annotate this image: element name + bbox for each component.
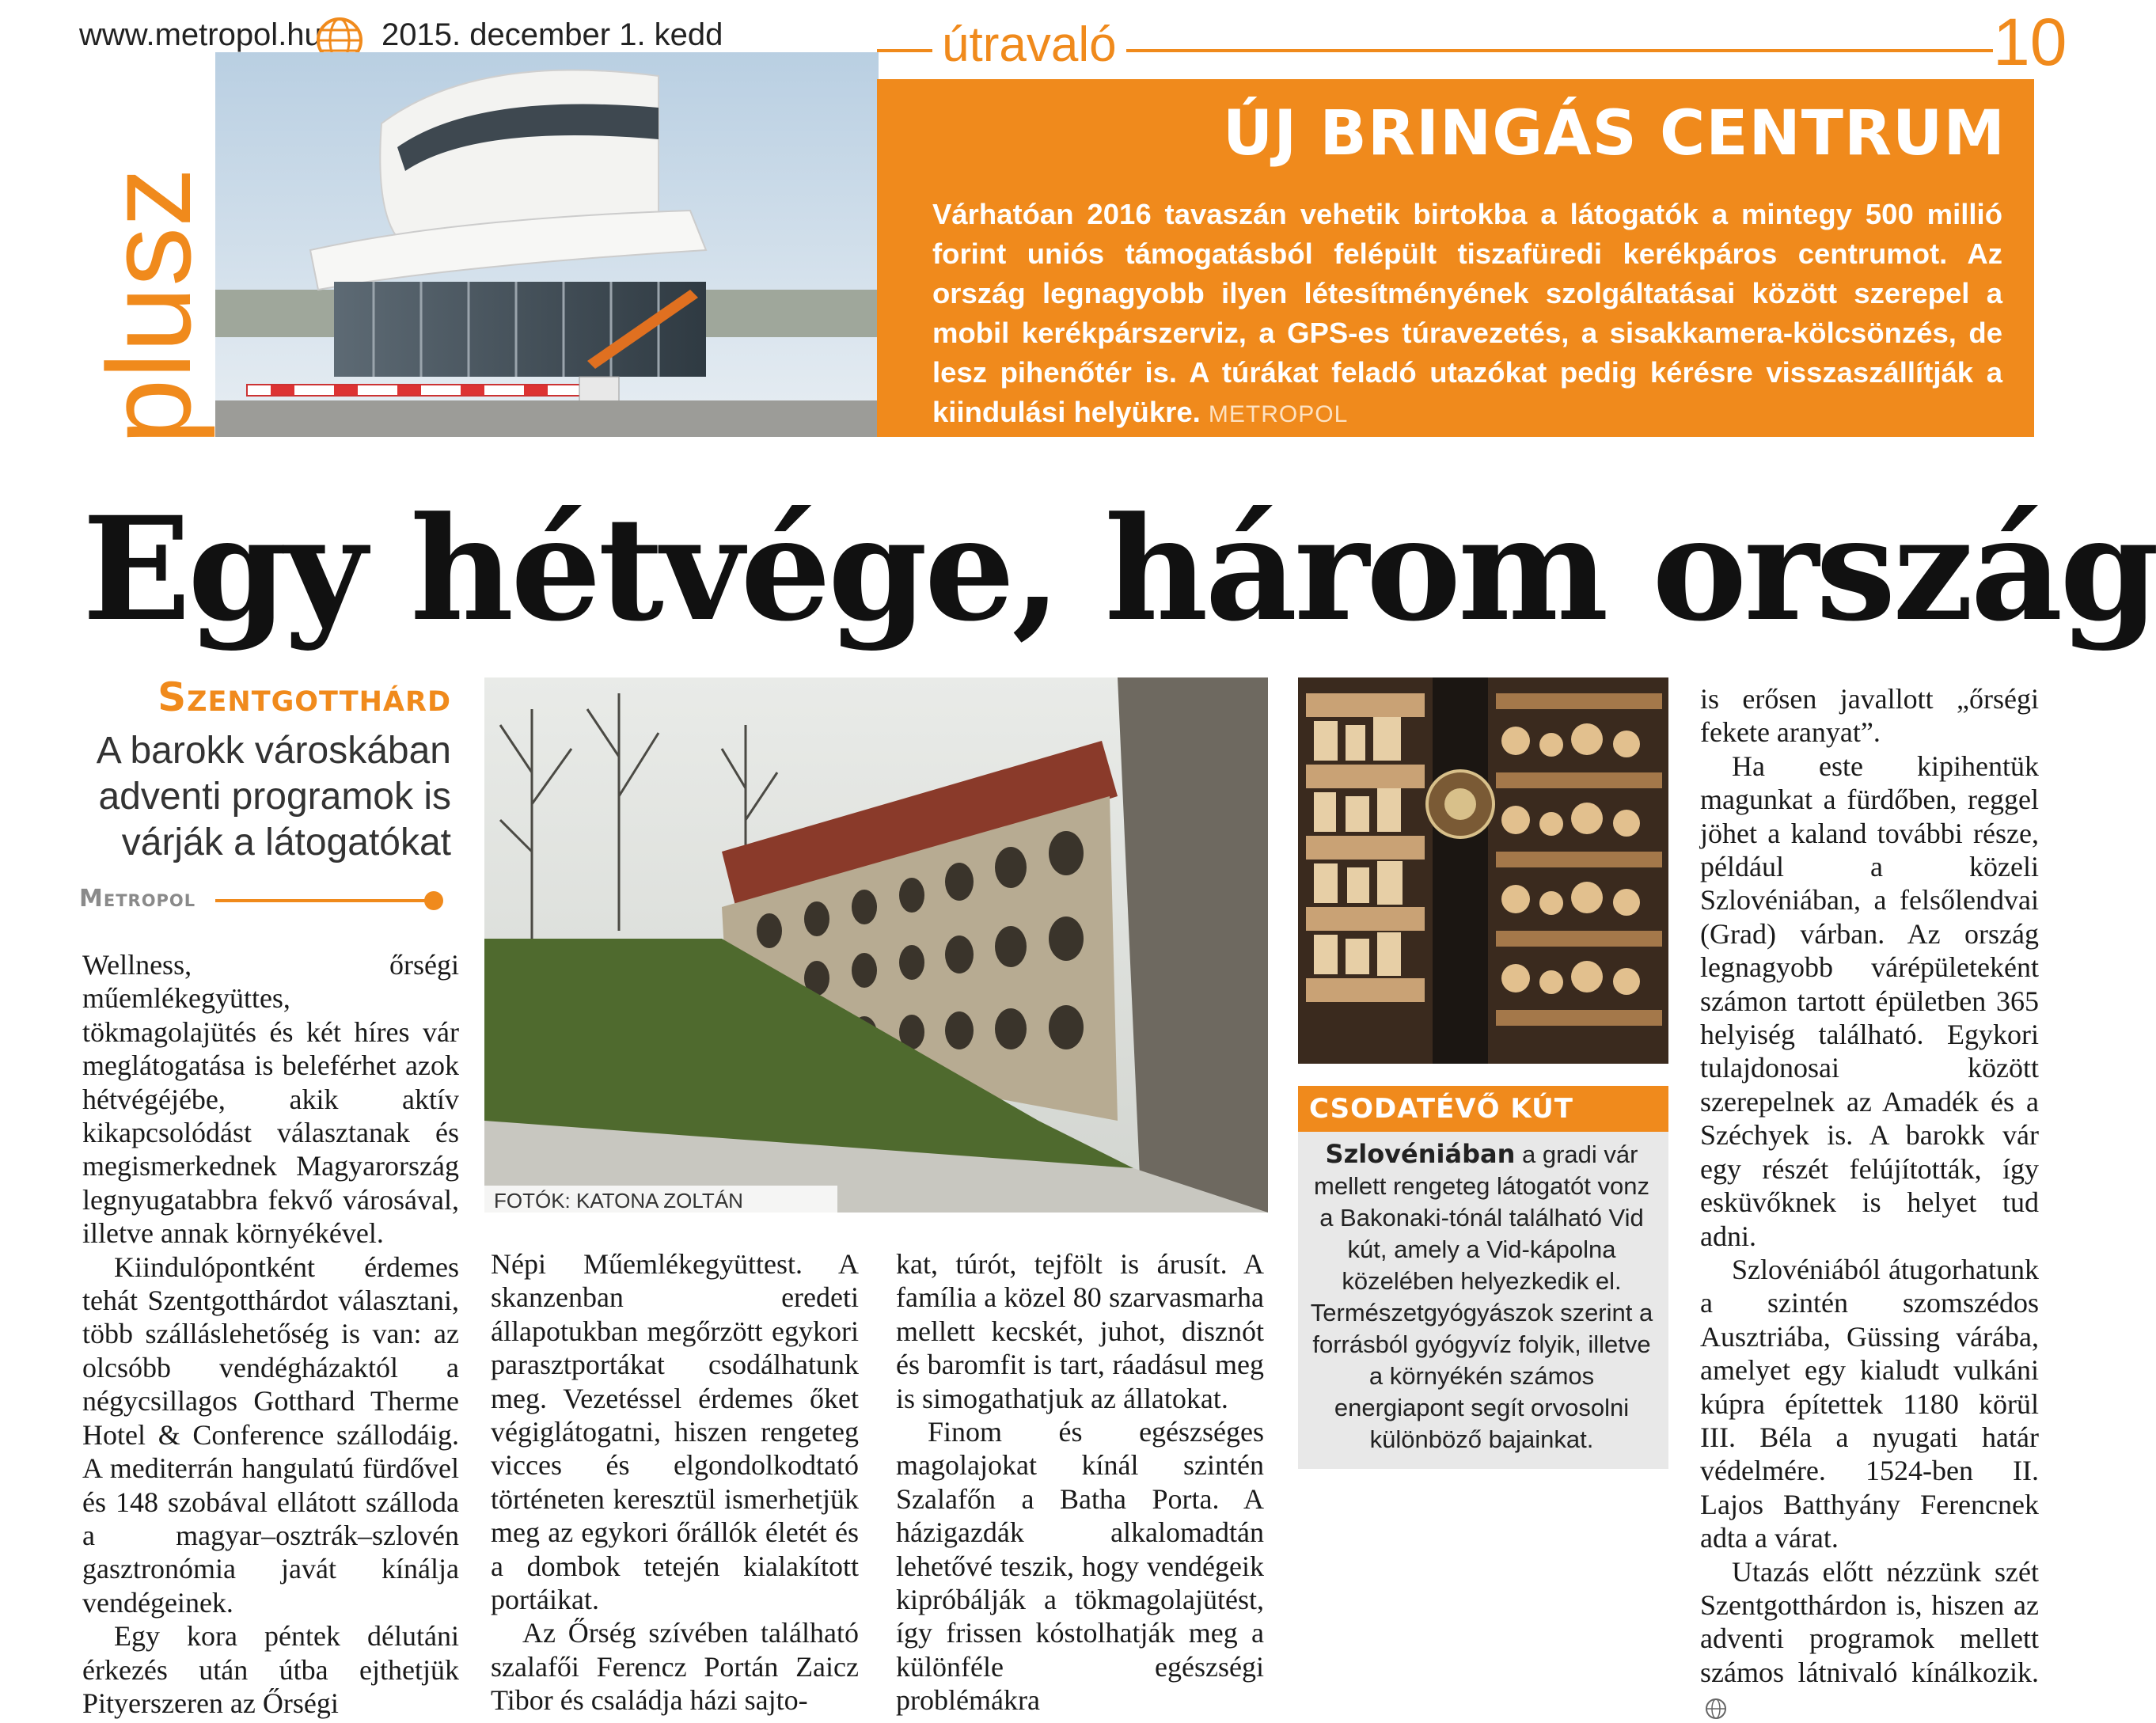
paragraph: Népi Műemlékegyüttest. A skanzenban eredeti állapotukban megőrzött egykori parasztportákat csodálhatunk meg. Vezetéssel érdemes őket végiglátogatni, hiszen rengeteg vicces és elgondolkodtató történeten keresztül ismerhetjük meg az egykori őrállók életét és a dombok tetején kialakított portáikat. (491, 1248, 859, 1616)
article-column-4 (1700, 682, 2039, 1723)
issue-date: 2015. december 1. kedd (381, 17, 723, 52)
info-box-text: Várhatóan 2016 tavaszán vehetik birtokba a látogatók a mintegy 500 millió forint uniós támogatásból felépült tiszafüredi kerékpáros centrumot. Az ország legnagyobb ilyen létesítményének szolgáltatásai között szerepel a mobil kerékpárszerviz, a GPS-es túravezetés, a sisakkamera-kölcsönzés, de lesz pihenőtér is. A túrákat feladó utazókat pedig kérésre visszaszállítják a kiindulási helyükre. (932, 198, 2002, 428)
article-column-2 (491, 1247, 859, 1717)
article-deck: A barokk városkában adventi programok is várják a látogatókat (96, 730, 451, 863)
paragraph: Szlovéniából átugorhatunk a szintén szomszédos Ausztriába, Güssing várába, amelyet egy kialudt vulkáni kúpra építettek 1180 körül III. Béla a nyugati határ védelmére. 1524-ben II. Lajos Batthyány Ferencnek adta a várat. (1700, 1253, 2039, 1554)
location-text: Szentgotthárd (158, 674, 451, 720)
info-box-body (932, 195, 2002, 435)
paragraph: kat, túrót, tejfölt is árusít. A família a közel 80 szarvasmarha mellett kecskét, juhot, disznót és baromfit is tart, ráadásul meg is simogathatjuk az állatokat. (896, 1248, 1264, 1414)
site-url[interactable]: www.metropol.hu (79, 17, 322, 52)
article-location (127, 674, 451, 720)
paragraph-text: Utazás előtt nézzünk szét Szentgotthárdon is, hiszen az adventi programok mellett számos látnivaló kínálkozik. (1700, 1555, 2039, 1688)
page-number: 10 (1993, 5, 2067, 79)
section-name: útravaló (932, 17, 1126, 73)
castle-photo (484, 677, 1268, 1213)
byline-text: Metropol (79, 885, 196, 913)
building-photo (215, 52, 879, 437)
plusz-label (82, 89, 215, 445)
article-column-1 (82, 948, 459, 1720)
article-column-3 (896, 1247, 1264, 1717)
article-headline: Egy hétvége, három ország (82, 486, 2156, 653)
sidebar-text (1309, 1138, 1654, 1455)
paragraph: Az Őrség szívében található szalafői Ferencz Portán Zaicz Tibor és családja házi sajto- (491, 1617, 859, 1717)
paragraph: Egy kora péntek délutáni érkezés után útba ejthetjük Pityerszeren az Őrségi (82, 1620, 459, 1719)
paragraph: Kiindulópontként érdemes tehát Szentgotthárdot választani, több szálláslehetőség is van: az olcsóbb vendégházaktól a négycsillagos Gotthard Therme Hotel & Conference szállodáig. A mediterrán hangulatú fürdővel és 148 szobával ellátott szálloda a magyar–osztrák–szlovén gasztronómia javát kínálja vendégeinek. (82, 1251, 459, 1619)
sidebar-body: a gradi vár mellett rengeteg látogatót vonz a Bakonaki-tónál található Vid kút, amely a Vid-kápolna közelében helyezkedik el. Természetgyógyászok szerint a forrásból gyógyvíz folyik, illetve a környékén számos energiapont segít orvosolni különböző bajainkat. (1310, 1140, 1653, 1453)
info-box-title: ÚJ BRINGÁS CENTRUM (1222, 98, 2006, 169)
byline-rule (215, 899, 438, 902)
paragraph: Ha este kipihentük magunkat a fürdőben, reggel jöhet a kaland további része, például a közeli Szlovéniában, a felsőlendvai (Grad) várban. Az ország legnagyobb várépületeként számon tartott épületben 365 helyiség található. Egykori tulajdonosai között szerepelnek az Amadék és a Széchyek is. A barokk vár egy részét felújították, így esküvőknek is helyet tud adni. (1700, 750, 2039, 1252)
paragraph (1700, 1555, 2039, 1723)
paragraph: Wellness, őrségi műemlékegyüttes, tökmagolajütés és két híres vár meglátogatása is beleférhet azok hétvégéjébe, akik aktív kikapcsolódást választanak és megismerkednek Magyarország legnyugatabbra fekvő városával, illetve annak környékével. (82, 949, 459, 1250)
info-box-credit: METROPOL (1208, 401, 1349, 427)
photo-credit: FOTÓK: KATONA ZOLTÁN (484, 1186, 837, 1216)
end-globe-icon (1705, 1698, 1727, 1720)
info-box (877, 79, 2034, 437)
plusz-text: plusz (82, 167, 215, 445)
sidebar-title: CSODATÉVŐ KÚT (1298, 1086, 1668, 1132)
paragraph: is erősen javallott „őrségi fekete aranyat”. (1700, 683, 2039, 749)
sidebar-lead: Szlovéniában (1325, 1139, 1516, 1169)
sidebar-box (1298, 1086, 1668, 1469)
article-byline (79, 885, 195, 913)
souvenir-shop-photo (1298, 677, 1668, 1064)
byline-dot (424, 891, 443, 910)
paragraph: Finom és egészséges magolajokat kínál szintén Szalafőn a Batha Porta. A házigazdák alkalomadtán lehetővé teszik, hogy vendégeik kipróbálják a tökmagolajütést, így frissen kóstolhatják meg a különféle egészségi problémákra (896, 1416, 1264, 1717)
